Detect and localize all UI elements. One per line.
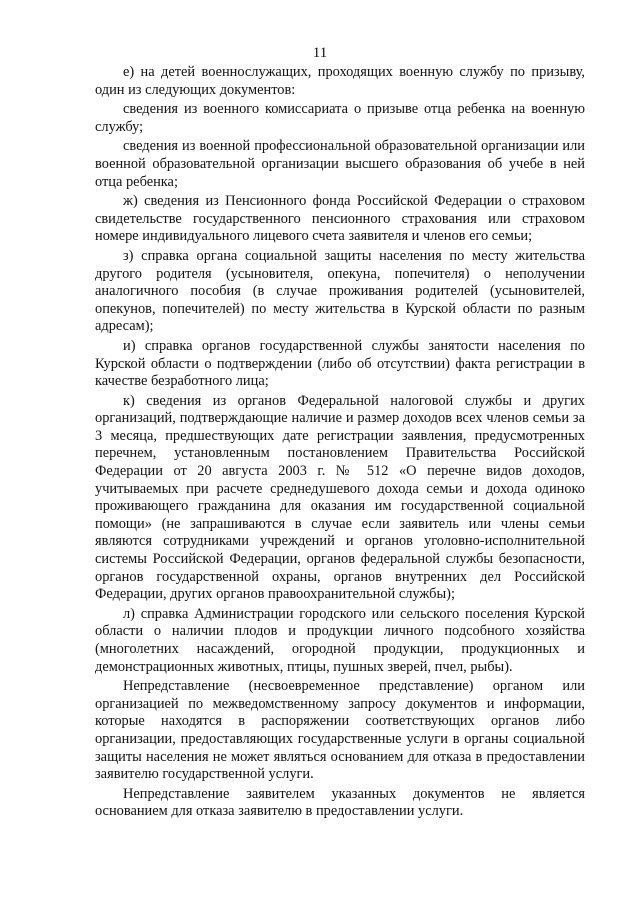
paragraph-z-social-protection: з) справка органа социальной защиты населения по месту жительства другого родителя (усыновителя, опекуна, попечителя) о неполучении аналогичного пособия (в случае проживания родителей (усыновителей, опекунов, попечителей) по месту жительства в Курской области по разным адресам);	[95, 247, 585, 335]
paragraph-non-submission-applicant: Непредставление заявителем указанных документов не является основанием для отказа заявителю в предоставлении услуги.	[95, 785, 585, 820]
paragraph-military-commissariat: сведения из военного комиссариата о призыве отца ребенка на военную службу;	[95, 101, 585, 135]
paragraph-military-education: сведения из военной профессиональной образовательной организации или военной образовательной организации высшего образования об учебе в ней отца ребенка;	[95, 138, 585, 190]
paragraph-e-military-children: е) на детей военнослужащих, проходящих военную службу по призыву, один из следующих документов:	[95, 64, 585, 98]
paragraph-zh-pension-fund: ж) сведения из Пенсионного фонда Российской Федерации о страховом свидетельстве государственного пенсионного страхования или страховом номере индивидуального лицевого счета заявителя и членов его семьи;	[95, 193, 585, 245]
document-body	[95, 64, 585, 823]
page-number: 11	[312, 45, 328, 61]
paragraph-i-employment-service: и) справка органов государственной службы занятости населения по Курской области о подтверждении (либо об отсутствии) факта регистрации в качестве безработного лица;	[95, 337, 585, 390]
paragraph-l-settlement-administration: л) справка Администрации городского или сельского поселения Курской области о наличии плодов и продукции личного подсобного хозяйства (многолетних насаждений, огородной продукции, продукционных и демонстрационных животных, птицы, пушных зверей, пчел, рыбы).	[95, 605, 585, 675]
paragraph-k-tax-service: к) сведения из органов Федеральной налоговой службы и других организаций, подтверждающие наличие и размер доходов всех членов семьи за 3 месяца, предшествующих дате регистрации заявления, предусмотренных перечнем, установленным постановлением Правительства Российской Федерации от 20 августа 2003 г. № 512 «О перечне видов доходов, учитываемых при расчете среднедушевого дохода семьи и дохода одиноко проживающего гражданина для оказания им государственной социальной помощи» (не запрашиваются в случае если заявитель или члены семьи являются сотрудниками учреждений и органов уголовно-исполнительной системы Российской Федерации, органов федеральной службы безопасности, органов государственной охраны, органов внутренних дел Российской Федерации, других органов правоохранительной службы);	[95, 392, 585, 603]
paragraph-non-submission-organization: Непредставление (несвоевременное представление) органом или организацией по межведомственному запросу документов и информации, которые находятся в распоряжении соответствующих органов либо организации, предоставляющих государственные услуги в органы социальной защиты населения не может являться основанием для отказа в предоставлении заявителю государственной услуги.	[95, 678, 585, 783]
